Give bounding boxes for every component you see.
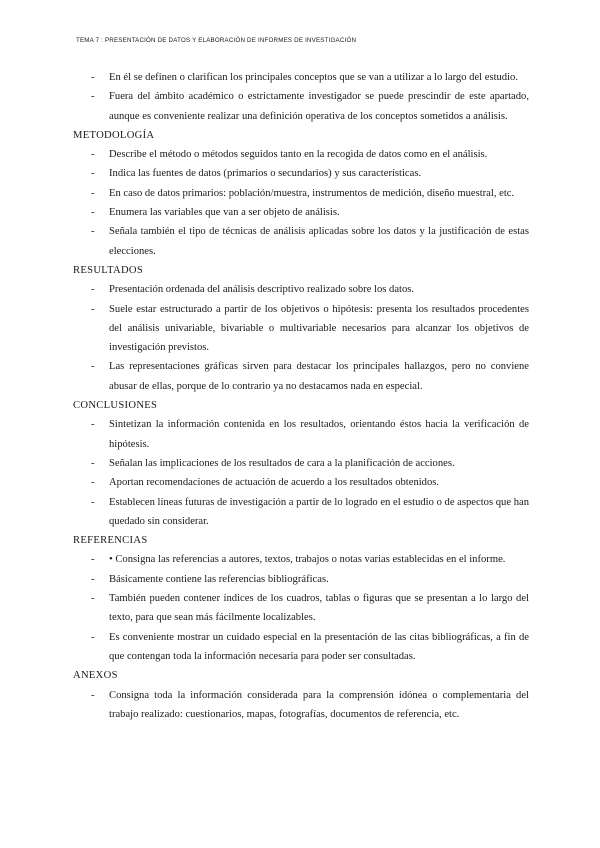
list-dash-marker: - [91,284,95,296]
list-dash-marker: - [91,207,95,219]
list-dash-marker: - [91,631,95,643]
list-item-text: • Consigna las referencias a autores, textos, trabajos o notas varias establecidas en el informe. [109,554,506,566]
document-section [73,261,529,396]
list-item-text: Aportan recomendaciones de actuación de acuerdo a los resultados obtenidos. [109,477,440,489]
list-dash-marker: - [91,303,95,315]
list-dash-marker: - [91,457,95,469]
list-dash-marker: - [91,689,95,701]
document-section [73,126,529,261]
list-item [73,87,529,126]
list-item [73,145,529,164]
document-section [73,396,529,531]
list-item [73,589,529,628]
section-heading: METODOLOGÍA [73,129,155,141]
list-item [73,222,529,261]
list-dash-marker: - [91,361,95,373]
list-item-text: Sintetizan la información contenida en los resultados, orientando éstos hacia la verificación de hipótesis. [109,419,529,450]
list-item-text: Suele estar estructurado a partir de los objetivos o hipótesis: presenta los resultados procedentes del análisis univariable, bivariable o multivariable necesarios para alcanzar los objetivos de investigación previstos. [109,303,529,354]
list-item [73,454,529,473]
section-heading: RESULTADOS [73,264,144,276]
list-item [73,357,529,396]
list-dash-marker: - [91,593,95,605]
list-item [73,493,529,532]
list-dash-marker: - [91,554,95,566]
list-item-text: Señalan las implicaciones de los resultados de cara a la planificación de acciones. [109,457,455,469]
list-item-text: También pueden contener índices de los cuadros, tablas o figuras que se presentan a lo largo del texto, para que sean más fácilmente localizables. [109,593,529,624]
list-item-text: Básicamente contiene las referencias bibliográficas. [109,573,329,585]
list-item [73,184,529,203]
document-body [73,68,529,724]
list-item-text: En él se definen o clarifican los principales conceptos que se van a utilizar a lo largo del estudio. [109,72,518,83]
list-item-text: Señala también el tipo de técnicas de análisis aplicadas sobre los datos y la justificación de estas elecciones. [109,226,529,257]
list-dash-marker: - [91,419,95,431]
bullet-list [73,686,529,725]
list-item-text: Enumera las variables que van a ser objeto de análisis. [109,207,340,219]
list-dash-marker: - [91,149,95,161]
list-dash-marker: - [91,496,95,508]
section-heading: REFERENCIAS [73,535,148,547]
list-item-text: Describe el método o métodos seguidos tanto en la recogida de datos como en el análisis. [109,149,488,161]
list-item-text: Fuera del ámbito académico o estrictamente investigador se puede prescindir de este apartado, aunque es conveniente realizar una definición operativa de los conceptos sometidos a análisis. [109,91,529,122]
section-heading: ANEXOS [73,670,118,682]
list-dash-marker: - [91,91,95,103]
bullet-list [73,280,529,396]
list-item [73,686,529,725]
list-dash-marker: - [91,187,95,199]
list-item [73,570,529,589]
list-item [73,300,529,358]
document-section [73,68,529,126]
list-dash-marker: - [91,72,95,83]
bullet-list [73,550,529,666]
list-item [73,203,529,222]
running-header: TEMA 7 : PRESENTACIÓN DE DATOS Y ELABORACIÓN DE INFORMES DE INVESTIGACIÓN [76,37,357,44]
section-heading: CONCLUSIONES [73,400,158,412]
list-item [73,473,529,492]
list-dash-marker: - [91,477,95,489]
list-item-text: Consigna toda la información considerada para la comprensión idónea o complementaria del trabajo realizado: cuestionarios, mapas, fotografías, documentos de referencia, etc. [109,689,529,720]
list-item-text: Presentación ordenada del análisis descriptivo realizado sobre los datos. [109,284,415,296]
list-item [73,415,529,454]
list-item [73,628,529,667]
list-dash-marker: - [91,226,95,238]
list-item [73,68,529,87]
document-section [73,531,529,666]
list-item-text: Las representaciones gráficas sirven para destacar los principales hallazgos, pero no conviene abusar de ellas, porque de lo contrario ya no destacamos nada en especial. [109,361,529,392]
bullet-list [73,145,529,261]
document-section [73,666,529,724]
list-item [73,550,529,569]
list-dash-marker: - [91,573,95,585]
bullet-list [73,415,529,531]
list-item-text: Es conveniente mostrar un cuidado especial en la presentación de las citas bibliográficas, a fin de que contengan toda la información necesaria para poder ser consultadas. [109,631,529,662]
list-dash-marker: - [91,168,95,180]
list-item-text: Establecen líneas futuras de investigación a partir de lo logrado en el estudio o de aspectos que han quedado sin considerar. [109,496,529,527]
bullet-list [73,68,529,126]
list-item-text: Indica las fuentes de datos (primarios o secundarios) y sus características. [109,168,422,180]
list-item-text: En caso de datos primarios: población/muestra, instrumentos de medición, diseño muestral, etc. [109,187,515,199]
list-item [73,164,529,183]
list-item [73,280,529,299]
